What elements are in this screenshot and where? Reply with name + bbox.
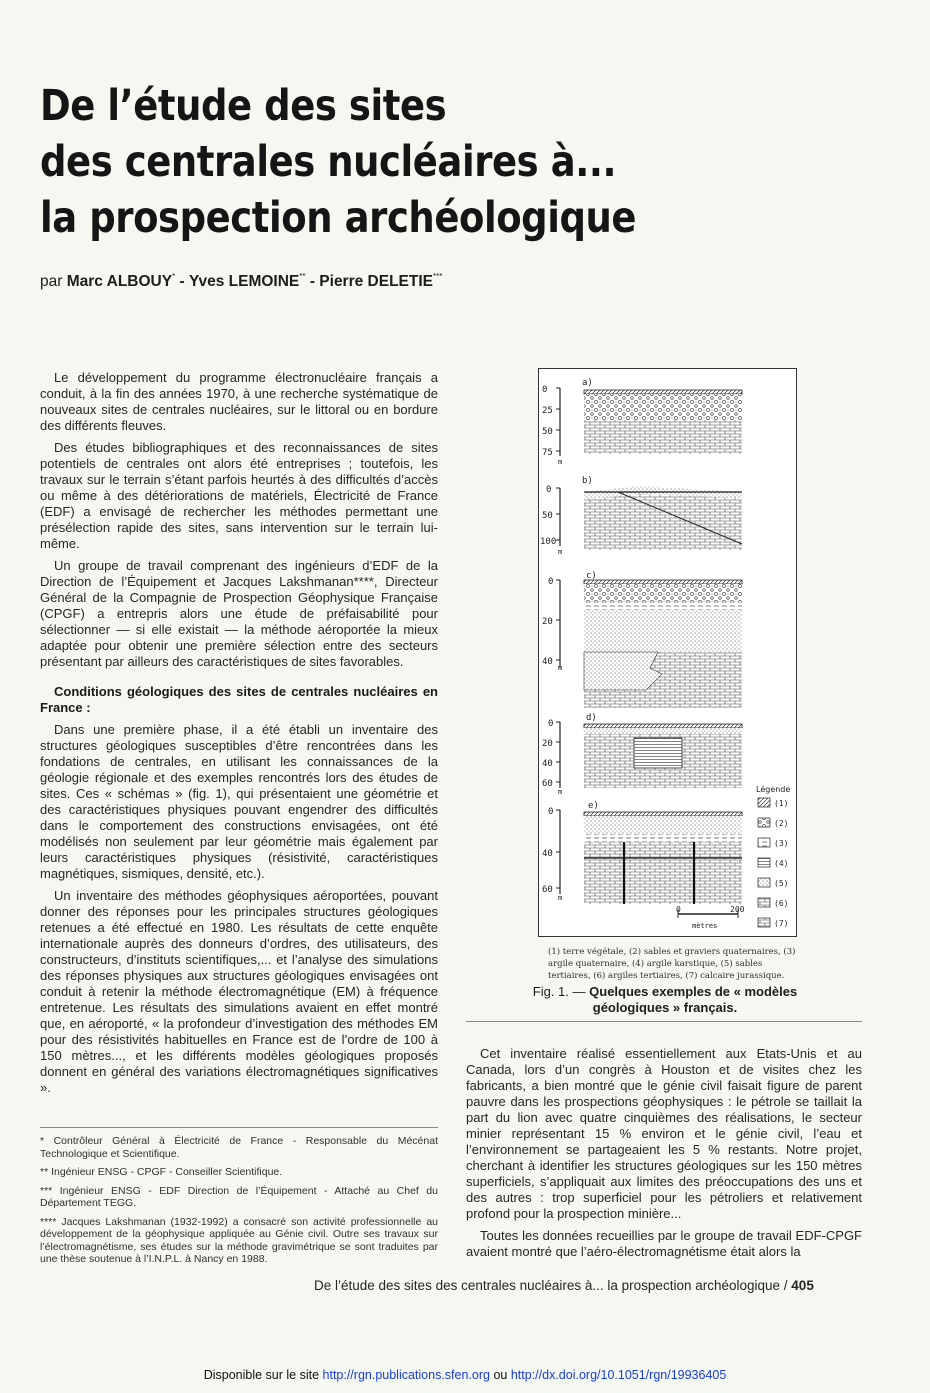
author-mark: * bbox=[172, 272, 176, 281]
footnote: *** Ingénieur ENSG - EDF Direction de l’Équipement - Attaché au Chef du Département TEGG. bbox=[40, 1184, 438, 1209]
author-mark: *** bbox=[433, 272, 443, 281]
legend-item: (6) bbox=[774, 899, 789, 908]
title-line: la prospection archéologique bbox=[40, 193, 637, 243]
depth-unit: m bbox=[558, 664, 563, 672]
figure-legend-text: (1) terre végétale, (2) sables et graviers quaternaires, (3) argile quaternaire, (4) argile karstique, (5) sables tertiaires, (6) argiles tertiaires, (7) calcaire jurassique. bbox=[548, 947, 796, 981]
author-mark: ** bbox=[299, 272, 306, 281]
running-head bbox=[314, 1278, 814, 1293]
panel-label: b) bbox=[582, 476, 593, 486]
figure-separator bbox=[466, 1021, 862, 1022]
legend-item: (4) bbox=[774, 859, 789, 868]
depth-tick: 60 bbox=[542, 885, 553, 895]
scale-label: 0 bbox=[676, 905, 681, 914]
legend-item: (2) bbox=[774, 819, 789, 828]
footnote-separator bbox=[40, 1127, 438, 1128]
byline-separator: - bbox=[309, 273, 315, 290]
depth-tick: 50 bbox=[542, 511, 553, 521]
legend-item: (3) bbox=[774, 839, 789, 848]
depth-unit: m bbox=[558, 788, 563, 796]
depth-tick: 40 bbox=[542, 657, 553, 667]
byline bbox=[40, 272, 442, 291]
body-paragraph: Un inventaire des méthodes géophysiques aéroportées, pouvant donner des réponses pour les principales structures géologiques retenues a été effectué en 1980. Les résultats de cette enquête internationale auprès des donneurs d’ordres, des utilisateurs, des constructeurs, d’instituts scientifiques,... et l’analyse des simulations des réponses physiques aux structures géologiques envisagées ont conduit à retenir la méthode électromagnétique (EM) à fréquence entretenue. Les résultats des simulations avaient en effet montré que, en aéroporté, « la profondeur d’investigation des méthodes EM pour des résistivités habituelles en France est de l’ordre de 100 à 150 mètres..., et les différents modèles géologiques proposés donnent en général des variations électromagnétiques significatives ». bbox=[40, 888, 438, 1095]
depth-unit: m bbox=[558, 894, 563, 902]
author-name: Marc ALBOUY bbox=[66, 273, 173, 290]
depth-tick: 0 bbox=[546, 485, 552, 495]
depth-tick: 50 bbox=[542, 427, 553, 437]
figure-caption bbox=[520, 984, 810, 1016]
depth-tick: 0 bbox=[542, 385, 548, 395]
figure-caption-text: Quelques exemples de « modèles géologiques » français. bbox=[589, 984, 798, 1015]
depth-tick: 20 bbox=[542, 617, 553, 627]
depth-tick: 25 bbox=[542, 406, 553, 416]
depth-tick: 0 bbox=[548, 719, 554, 729]
left-column bbox=[40, 370, 438, 1102]
byline-prefix: par bbox=[40, 273, 63, 290]
body-paragraph: Cet inventaire réalisé essentiellement aux Etats-Unis et au Canada, lors d’un congrès à Houston et de visites chez les fabricants, a bien montré que le génie civil faisait figure de parent pauvre dans les prospections géophysiques : le pétrole se taillait la part du lion avec quatre cinquièmes des réalisations, le secteur minier représentant 15 % environ et le génie civil, l’eau et l’environnement se partageaient les 5 % restants. Notre projet, cherchant à identifier les structures géologiques sur les 150 mètres superficiels, s’appliquait aux limites des préoccupations des uns et des autres : trop superficiel pour les pétroliers et relativement profond pour la prospection minière... bbox=[466, 1046, 862, 1221]
title-line: De l’étude des sites bbox=[40, 81, 447, 131]
article-title bbox=[40, 78, 659, 246]
depth-tick: 0 bbox=[548, 807, 554, 817]
legend-item: (1) bbox=[774, 799, 789, 808]
geology-diagram bbox=[538, 368, 800, 938]
depth-tick: 40 bbox=[542, 759, 553, 769]
depth-tick: 75 bbox=[542, 448, 553, 458]
body-paragraph: Le développement du programme électronucléaire français a conduit, à la fin des années 1970, à une recherche systématique de nouveaux sites de centrales nucléaires, sur le littoral ou en bordure des différents fleuves. bbox=[40, 370, 438, 433]
byline-separator: - bbox=[179, 273, 185, 290]
availability-middle: ou bbox=[493, 1368, 508, 1382]
panel-label: e) bbox=[588, 801, 599, 811]
body-paragraph: Des études bibliographiques et des reconnaissances de sites potentiels de centrales ont alors été entreprises ; toutefois, les travaux sur le terrain s’étant parfois heurtés à des difficultés d’accès ou même à des détériorations de matériels, Électricité de France (EDF) a envisagé de rechercher les méthodes permettant une présélection rapide des sites, sans intervention sur le terrain lui-même. bbox=[40, 440, 438, 551]
title-line: des centrales nucléaires à... bbox=[40, 137, 617, 187]
legend-item: (5) bbox=[774, 879, 789, 888]
legend-item: (7) bbox=[774, 919, 789, 928]
depth-tick: 100 bbox=[540, 537, 557, 547]
footnotes bbox=[40, 1135, 438, 1272]
panel-label: c) bbox=[586, 571, 597, 581]
depth-tick: 40 bbox=[542, 849, 553, 859]
figure-geological-models bbox=[538, 368, 800, 938]
depth-tick: 0 bbox=[548, 577, 554, 587]
doi-link[interactable]: http://dx.doi.org/10.1051/rgn/19936405 bbox=[510, 1368, 727, 1382]
depth-tick: 20 bbox=[542, 739, 553, 749]
panel-label: a) bbox=[582, 378, 593, 388]
footnote: ** Ingénieur ENSG - CPGF - Conseiller Scientifique. bbox=[40, 1166, 283, 1178]
body-paragraph: Toutes les données recueillies par le groupe de travail EDF-CPGF avaient montré que l’aéro-électromagnétisme était alors la bbox=[466, 1228, 862, 1259]
depth-unit: m bbox=[558, 548, 563, 556]
right-column bbox=[466, 1046, 862, 1266]
panel-label: d) bbox=[586, 713, 597, 723]
publisher-link[interactable]: http://rgn.publications.sfen.org bbox=[322, 1368, 490, 1382]
availability-footer bbox=[0, 1368, 930, 1382]
body-paragraph: Dans une première phase, il a été établi un inventaire des structures géologiques susceptibles d’être rencontrées dans les fondations de centrales, en utilisant les connaissances de la géologie régionale et des exemples rencontrés lors des études de sites. Ces « schémas » (fig. 1), qui présentaient une géométrie et des caractéristiques physiques pouvant engendrer des difficultés dans le comportement des constructions envisagées, ont été modélisés non seulement par leur géométrie mais également par leurs caractéristiques physiques (résistivité, caractéristiques magnétiques, sismiques, densité, etc.). bbox=[40, 722, 438, 881]
availability-prefix: Disponible sur le site bbox=[203, 1368, 320, 1382]
legend-title: Légende bbox=[756, 785, 791, 794]
depth-tick: 60 bbox=[542, 779, 553, 789]
depth-unit: m bbox=[558, 458, 563, 466]
page-number: 405 bbox=[791, 1278, 814, 1293]
figure-number: Fig. 1. — bbox=[532, 984, 586, 999]
body-paragraph: Un groupe de travail comprenant des ingénieurs d’EDF de la Direction de l’Équipement et Jacques Lakshmanan****, Directeur Général de la Compagnie de Prospection Géophysique Française (CPGF) a entrepris alors une étude de préfaisabilité pour sélectionner — si elle existait — la méthode aéroportée la mieux adaptée pour obtenir une première sélection entre des secteurs présentant par ailleurs des caractéristiques de sites favorables. bbox=[40, 558, 438, 669]
author-name: Yves LEMOINE bbox=[189, 273, 300, 290]
running-head-text: De l’étude des sites des centrales nucléaires à... la prospection archéologique / bbox=[314, 1278, 788, 1293]
footnote: **** Jacques Lakshmanan (1932-1992) a consacré son activité professionnelle au développement de la géophysique appliquée au Génie civil. Outre ses travaux sur l’électromagnétisme, ses études sur la méthode gravimétrique se sont traduites par une thèse soutenue à l’I.N.P.L. à Nancy en 1988. bbox=[40, 1215, 438, 1265]
author-name: Pierre DELETIE bbox=[319, 273, 434, 290]
footnote: * Contrôleur Général à Électricité de France - Responsable du Mécénat Technologique et Scientifique. bbox=[40, 1135, 438, 1160]
scale-unit: mètres bbox=[692, 922, 718, 930]
section-heading: Conditions géologiques des sites de centrales nucléaires en France : bbox=[40, 684, 438, 715]
scale-label: 200 bbox=[730, 905, 745, 914]
